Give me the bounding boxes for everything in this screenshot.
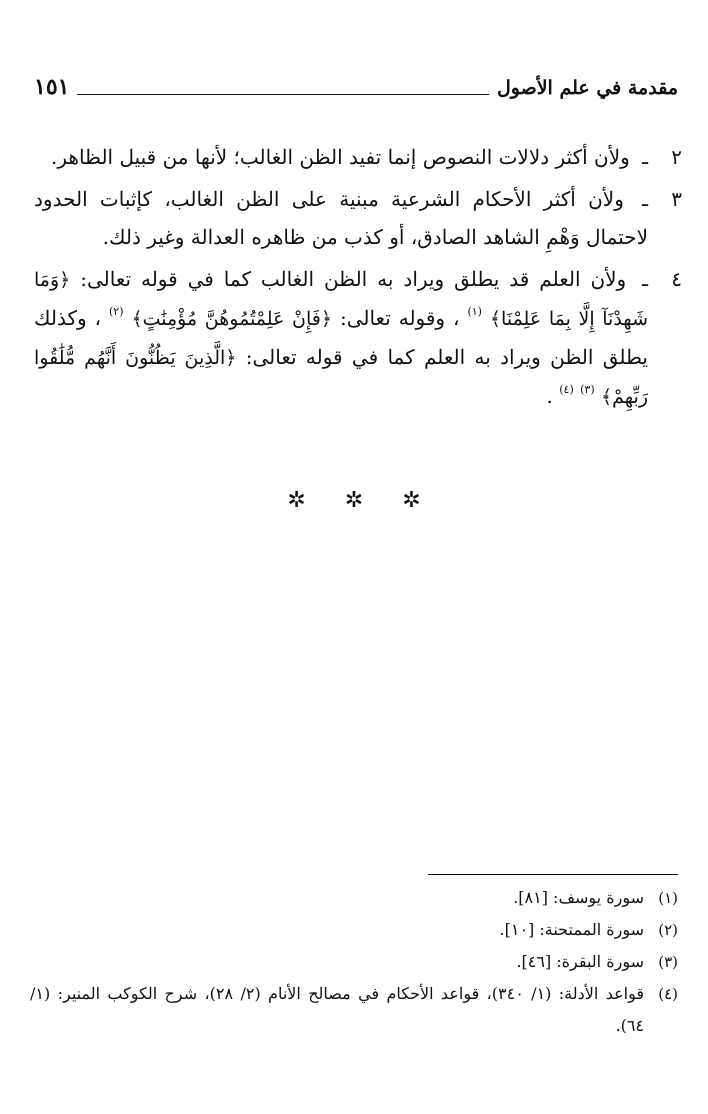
item-number: ٢ [671,145,682,169]
item-dash: ـ [642,145,648,169]
footnote-ref: (٤) [559,383,574,396]
footnote-text: سورة يوسف: [٨١]. [513,888,644,907]
page-number: ١٥١ [34,74,70,100]
footnote-ref: (٢) [109,305,124,318]
footnote-text: قواعد الأدلة: (١/ ٣٤٠)، قواعد الأحكام في مصالح الأنام (٢/ ٢٨)، شرح الكوكب المنير: (١/ ٦٤). [30,984,645,1035]
footnote-number: (١) [658,889,678,907]
item-text-part: ، وكذلك يطلق الظن ويراد به العلم كما في قوله تعالى: [34,306,648,369]
footnote-number: (٤) [658,985,678,1003]
item-number: ٣ [671,187,682,211]
item-number: ٤ [671,267,682,291]
item-text-part: ، وقوله تعالى: [332,306,460,330]
star-ornament-icon: ✲ [402,488,421,513]
item-text-end: . [546,384,553,408]
footnote-3 [30,946,678,978]
item-dash: ـ [642,187,648,211]
header-title: مقدمة في علم الأصول [496,77,678,99]
quran-verse: ﴿فَإِنْ عَلِمْتُمُوهُنَّ مُؤْمِنَٰتٍ﴾ [131,308,333,330]
footnote-number: (٣) [658,953,678,971]
quran-verse: ﴿الَّذِينَ يَظُنُّونَ أَنَّهُم مُّلَٰقُوا رَبِّهِمْ﴾ [34,347,648,408]
footnote-ref: (٣) [580,383,595,396]
footnote-rule [428,874,678,875]
footnote-text: سورة الممتحنة: [١٠]. [499,920,644,939]
star-ornament-icon: ✲ [344,488,364,513]
footnote-2 [30,914,678,946]
header-rule [77,94,489,95]
main-text [34,138,682,420]
footnote-ref: (١) [467,305,482,318]
item-text: ولأن أكثر الأحكام الشرعية مبنية على الظن الغالب، كإثبات الحدود لاحتمال وَهْمِ الشاهد الصادق، أو كذب من ظاهره العدالة وغير ذلك. [34,187,648,249]
running-header [34,68,678,98]
footnote-4 [30,978,678,1042]
item-text-part: ولأن العلم قد يطلق ويراد به الظن الغالب كما في قوله تعالى: [70,267,627,291]
section-separator [0,488,708,513]
footnote-text: سورة البقرة: [٤٦]. [516,952,644,971]
footnote-number: (٢) [658,921,678,939]
star-ornament-icon: ✲ [287,488,306,513]
quran-verse: ﴿وَمَا شَهِدْنَآ إِلَّا بِمَا عَلِمْنَا﴾ [34,269,648,330]
footnote-1 [30,882,678,914]
list-item-2 [34,138,682,176]
list-item-4 [34,260,682,416]
footnotes [30,882,678,1042]
list-item-3 [34,180,682,256]
item-dash: ـ [642,267,649,291]
item-text: ولأن أكثر دلالات النصوص إنما تفيد الظن الغالب؛ لأنها من قبيل الظاهر. [51,145,630,169]
